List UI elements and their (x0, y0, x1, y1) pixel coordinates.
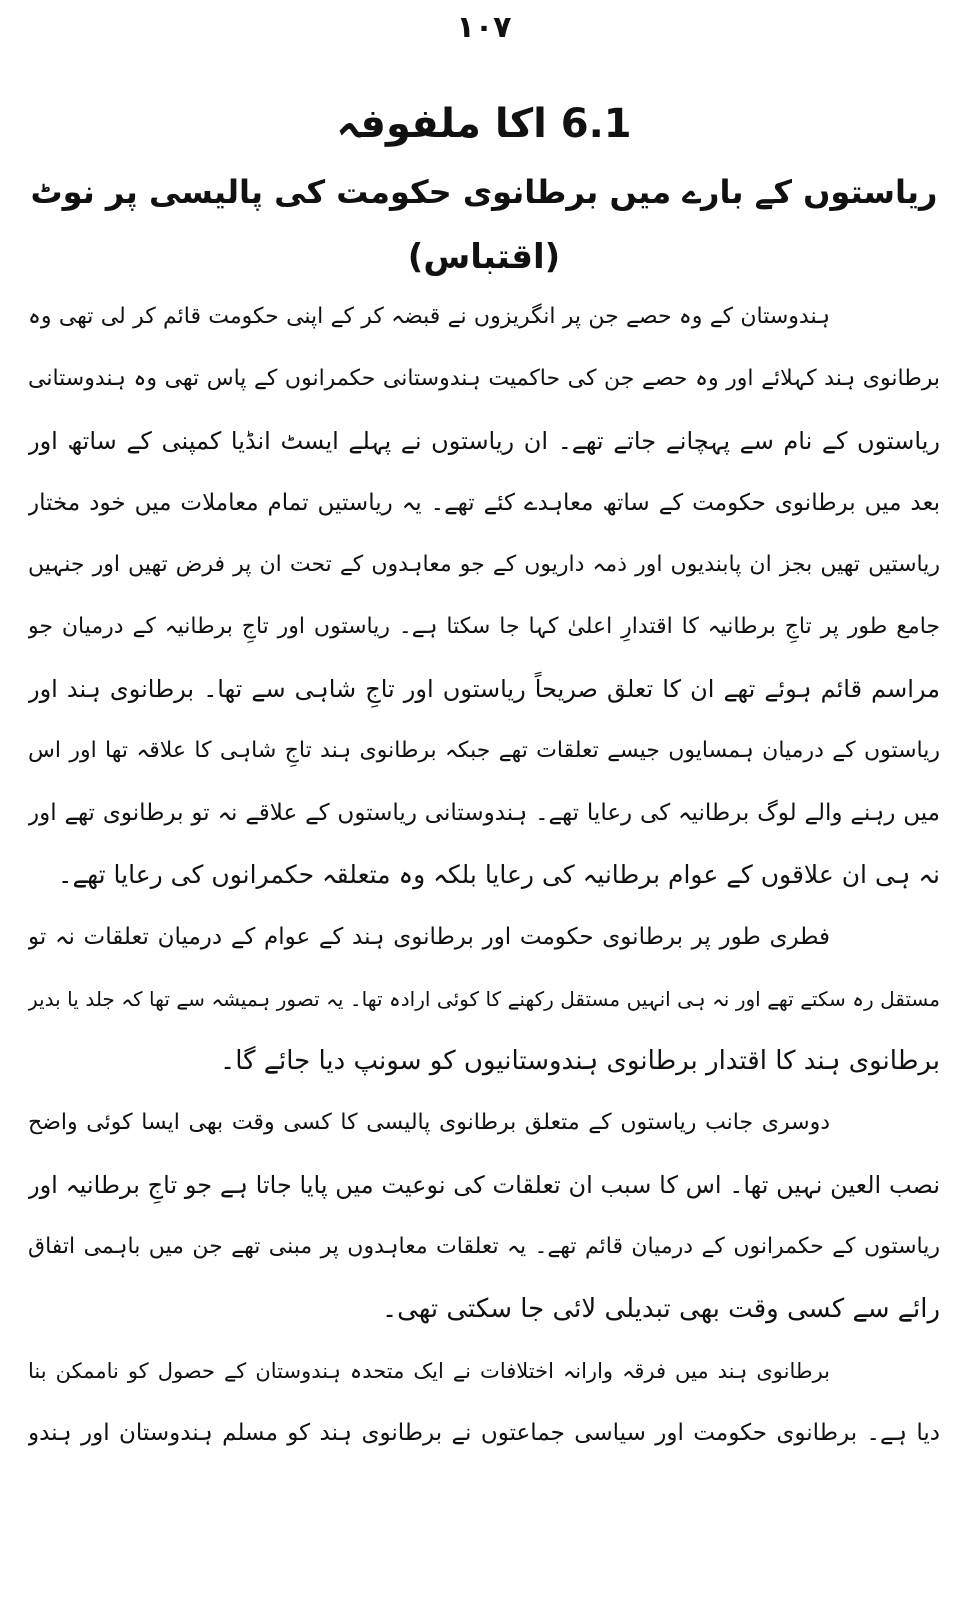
text-line: دیا ہے۔ برطانوی حکومت اور سیاسی جماعتوں نے برطانوی ہند کو مسلم ہندوستان اور ہندو (28, 1420, 940, 1446)
page-number: ۱۰۷ (456, 10, 512, 45)
text-line: برطانوی ہند کا اقتدار برطانوی ہندوستانیوں کو سونپ دیا جائے گا۔ (219, 1046, 940, 1076)
document-title: ریاستوں کے بارے میں برطانوی حکومت کی پالیسی پر نوٹ (30, 173, 938, 211)
text-line: نہ ہی ان علاقوں کے عوام برطانیہ کی رعایا بلکہ وہ متعلقہ حکمرانوں کی رعایا تھے۔ (57, 860, 940, 889)
text-line: ریاستوں کے درمیان ہمسایوں جیسے تعلقات تھے جبکہ برطانوی ہند تاجِ شاہی کا علاقہ تھا اور اس (28, 738, 940, 763)
text-line: دوسری جانب ریاستوں کے متعلق برطانوی پالیسی کا کسی وقت بھی ایسا کوئی واضح (28, 1110, 830, 1135)
text-line: جامع طور پر تاجِ برطانیہ کا اقتدارِ اعلیٰ کہا جا سکتا ہے۔ ریاستوں اور تاجِ برطانیہ کے درمیان جو (28, 614, 940, 639)
text-line: ریاستیں تھیں بجز ان پابندیوں اور ذمہ داریوں کے جو معاہدوں کے تحت ان پر فرض تھیں اور جنہیں (28, 552, 940, 577)
text-line: رائے سے کسی وقت بھی تبدیلی لائی جا سکتی تھی۔ (381, 1294, 940, 1324)
text-line: ہندوستان کے وہ حصے جن پر انگریزوں نے قبضہ کر کے اپنی حکومت قائم کر لی تھی وہ (28, 304, 830, 329)
body-text (28, 286, 940, 1464)
document-subtitle: (اقتباس) (407, 237, 561, 277)
text-line: ریاستوں کے حکمرانوں کے درمیان قائم تھے۔ یہ تعلقات معاہدوں پر مبنی تھے جن میں باہمی اتفاق (28, 1234, 940, 1259)
text-line: مراسم قائم ہوئے تھے ان کا تعلق صریحاً ریاستوں اور تاجِ شاہی سے تھا۔ برطانوی ہند اور (28, 675, 940, 703)
text-line: نصب العین نہیں تھا۔ اس کا سبب ان تعلقات کی نوعیت میں پایا جاتا ہے جو تاجِ برطانیہ اور (28, 1171, 940, 1199)
text-line: میں رہنے والے لوگ برطانیہ کی رعایا تھے۔ ہندوستانی ریاستوں کے علاقے نہ تو برطانوی تھے اور (28, 800, 940, 826)
text-line: مستقل رہ سکتے تھے اور نہ ہی انہیں مستقل رکھنے کا کوئی ارادہ تھا۔ یہ تصور ہمیشہ سے تھا کہ جلد یا بدیر (28, 987, 940, 1011)
text-line: ریاستوں کے نام سے پہچانے جاتے تھے۔ ان ریاستوں نے پہلے ایسٹ انڈیا کمپنی کے ساتھ اور (28, 427, 940, 455)
text-line: برطانوی ہند میں فرقہ وارانہ اختلافات نے ایک متحدہ ہندوستان کے حصول کو ناممکن بنا (28, 1359, 830, 1383)
section-heading: 6.1 اکا ملفوفہ (336, 101, 632, 147)
text-line: برطانوی ہند کہلائے اور وہ حصے جن کی حاکمیت ہندوستانی حکمرانوں کے پاس تھی وہ ہندوستانی (28, 366, 940, 391)
text-line: فطری طور پر برطانوی حکومت اور برطانوی ہند کے عوام کے درمیان تعلقات نہ تو (28, 924, 830, 950)
text-line: بعد میں برطانوی حکومت کے ساتھ معاہدے کئے تھے۔ یہ ریاستیں تمام معاملات میں خود مختار (28, 490, 940, 516)
